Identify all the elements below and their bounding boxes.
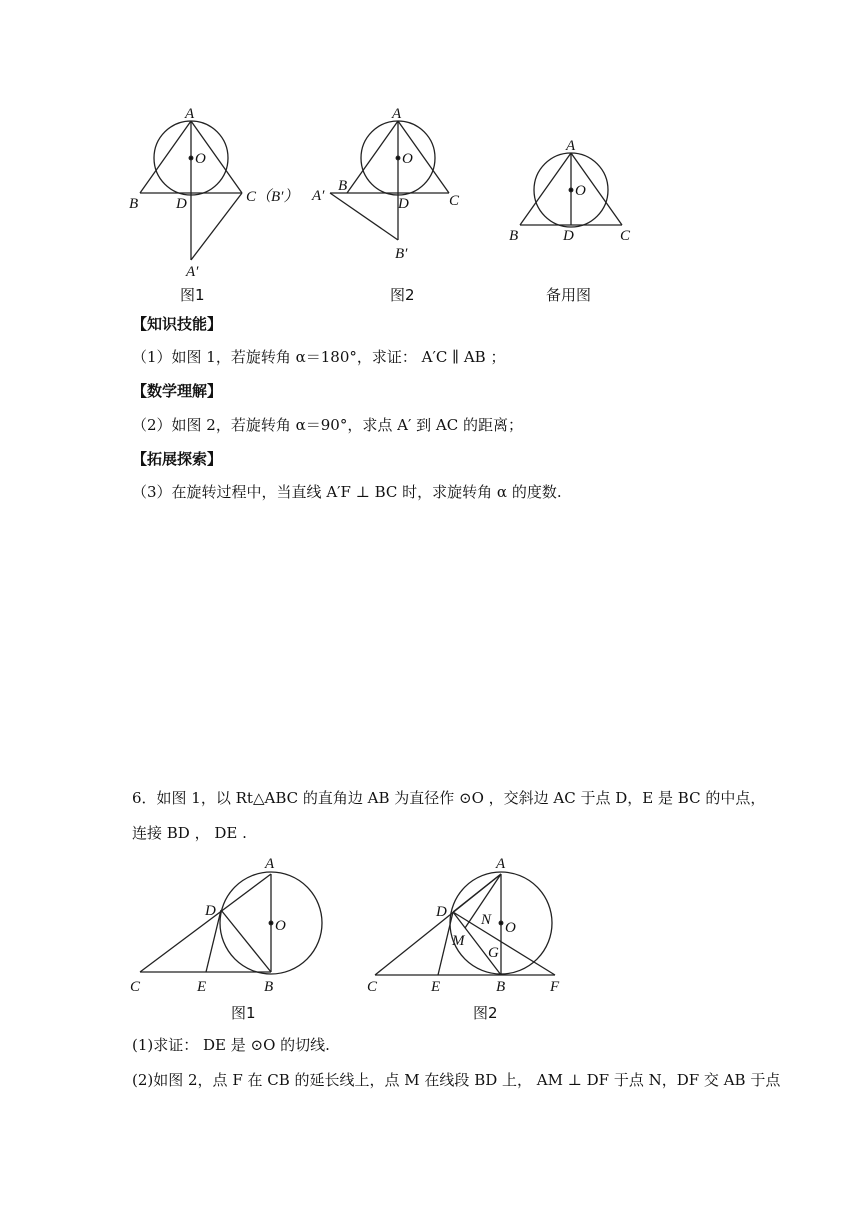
q6-sub2: (2)如图 2，点 F 在 CB 的延长线上，点 M 在线段 BD 上， AM ⊥ DF 于点 N，DF 交 AB 于点 bbox=[132, 1071, 781, 1089]
q6-fig2-label-D: D bbox=[436, 904, 447, 920]
fig2-caption: 图2 bbox=[390, 286, 415, 304]
q6-fig2-label-N: N bbox=[481, 912, 492, 928]
q6-stem-line2: 连接 BD ， DE . bbox=[132, 824, 247, 842]
fig2-label-O: O bbox=[402, 151, 413, 167]
fig3-caption: 备用图 bbox=[546, 286, 592, 304]
section-extension: 【拓展探索】 bbox=[132, 450, 223, 468]
section-math-understanding: 【数学理解】 bbox=[132, 382, 223, 400]
q6-fig2-label-C: C bbox=[367, 979, 378, 995]
q6-fig2-label-M: M bbox=[452, 933, 465, 949]
fig3-label-A: A bbox=[566, 138, 576, 154]
q6-fig2-label-B: B bbox=[496, 979, 506, 995]
fig3-label-O: O bbox=[575, 183, 586, 199]
fig1-label-C-Bprime: C（B′） bbox=[246, 189, 299, 205]
q6-fig1-caption: 图1 bbox=[231, 1004, 256, 1022]
fig2-label-D: D bbox=[398, 196, 409, 212]
q5-part1: （1）如图 1，若旋转角 α＝180°，求证： A′C ∥ AB ； bbox=[132, 348, 506, 366]
fig1-label-O: O bbox=[195, 151, 206, 167]
fig1-label-Aprime: A′ bbox=[186, 264, 199, 280]
q6-fig1-label-D: D bbox=[205, 903, 216, 919]
fig1-label-D: D bbox=[176, 196, 187, 212]
q6-fig1-label-O: O bbox=[275, 918, 286, 934]
fig2-label-C: C bbox=[449, 193, 460, 209]
fig1-label-A: A bbox=[185, 106, 195, 122]
q6-fig2-label-F: F bbox=[550, 979, 560, 995]
q6-fig2-caption: 图2 bbox=[473, 1004, 498, 1022]
q6-sub1: (1)求证： DE 是 ⊙O 的切线. bbox=[132, 1036, 330, 1054]
q6-fig2-label-G: G bbox=[488, 945, 499, 961]
q6-fig1-label-A: A bbox=[265, 856, 275, 872]
q6-fig2-label-E: E bbox=[431, 979, 441, 995]
fig1-caption: 图1 bbox=[180, 286, 205, 304]
q6-fig2-label-O: O bbox=[505, 920, 516, 936]
fig3-label-C: C bbox=[620, 228, 631, 244]
fig2-label-Bprime: B′ bbox=[395, 246, 408, 262]
q6-stem-line1: 6．如图 1，以 Rt△ABC 的直角边 AB 为直径作 ⊙O ，交斜边 AC 于点 D，E 是 BC 的中点， bbox=[132, 789, 766, 807]
q5-part3: （3）在旋转过程中，当直线 A′F ⊥ BC 时，求旋转角 α 的度数. bbox=[132, 483, 562, 501]
fig3-label-D: D bbox=[563, 228, 574, 244]
q6-fig1-label-C: C bbox=[130, 979, 141, 995]
q6-fig1-label-E: E bbox=[197, 979, 207, 995]
q6-fig1-label-B: B bbox=[264, 979, 274, 995]
q5-part2: （2）如图 2，若旋转角 α＝90°，求点 A′ 到 AC 的距离； bbox=[132, 416, 523, 434]
q6-fig2-label-A: A bbox=[496, 856, 506, 872]
fig2-label-Aprime: A′ bbox=[312, 188, 325, 204]
fig1-label-B: B bbox=[129, 196, 139, 212]
fig2-label-A: A bbox=[392, 106, 402, 122]
fig2-label-B: B bbox=[338, 178, 348, 194]
section-knowledge-skills: 【知识技能】 bbox=[132, 315, 223, 333]
fig3-label-B: B bbox=[509, 228, 519, 244]
